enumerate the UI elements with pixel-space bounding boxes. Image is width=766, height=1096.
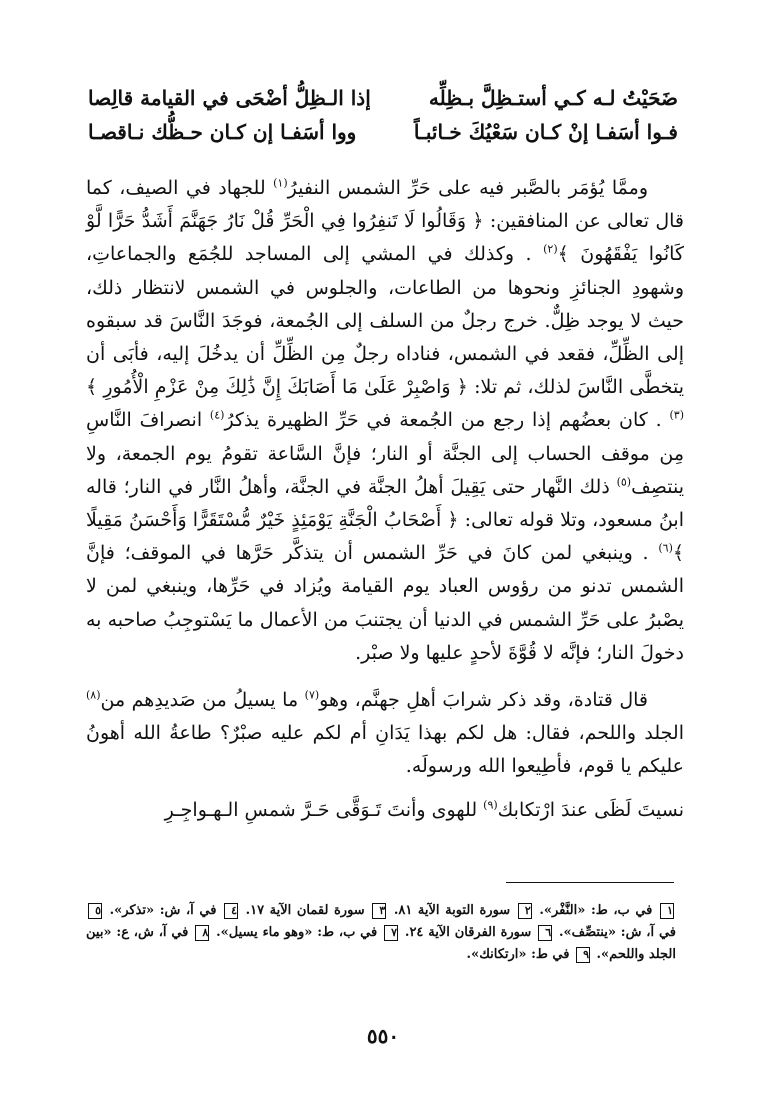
- footnote-text: في آ، ش، ع: «بين الجلد واللحم».: [86, 925, 676, 962]
- footnotes: [86, 900, 676, 966]
- page-number: ٥٥٠: [366, 1024, 400, 1048]
- footnote-number: ٩: [576, 947, 590, 963]
- footnote-reference: (٢): [543, 243, 558, 257]
- footnote-item: [388, 903, 534, 918]
- footnote-reference: (٨): [86, 688, 101, 702]
- body-text: [86, 172, 684, 827]
- footnote-reference: (٣): [669, 409, 684, 423]
- paragraph-heat-patience: [86, 172, 684, 670]
- footnote-number: ٥: [88, 903, 102, 919]
- footnote-item: [211, 925, 400, 940]
- footnote-number: ١: [660, 903, 674, 919]
- footnote-number: ٧: [384, 925, 398, 941]
- footnote-reference: (١): [273, 176, 288, 190]
- text-segment: . كان بعضُهم إذا رجع من الجُمعة في حَرِّ الظهيرة يذكرُ: [224, 409, 670, 432]
- verse-2-second-hemistich: ووا أسَفـا إن كـان حـظُّك نـاقصـا: [88, 120, 357, 144]
- footnote-separator: [506, 882, 674, 883]
- footnote-reference: (٥): [616, 475, 632, 489]
- footnote-text: في ط: «ارتكانك».: [466, 947, 574, 962]
- text-segment: . وينبغي لمن كانَ في حَرِّ الشمس أن يتذكَّر حَرَّها في الموقف؛ فإنَّ الشمس تدنو من رؤوس العباد يوم القيامة ويُزاد في حَرِّها، وينبغي لمن لا يصْبرُ على حَرِّ الشمس في الدنيا أن يجتنبَ من الأعمال ما يَسْتوجِبُ صاحبه به دخولَ النار؛ فإنَّه لا قُوَّةَ لأحدٍ عليها ولا صبْر.: [86, 542, 684, 664]
- text-segment: قال قتادة، وقد ذكر شرابَ أهلِ جهنَّم، وهو: [319, 689, 648, 712]
- text-segment: وممَّا يُؤمَر بالصَّبر فيه على حَرِّ الشمس النفيرُ: [287, 177, 649, 199]
- verse-line-1: [88, 84, 678, 112]
- footnote-text: سورة التوبة الآية ٨١.: [388, 903, 516, 918]
- text-segment: ما يسيلُ من صَديدِهم من: [100, 689, 305, 712]
- text-segment: للهوى وأنتَ تَـوَقَّى حَـرَّ شمسِ الـهـواجِـرِ: [164, 798, 484, 821]
- text-segment: . وكذلك في المشي إلى المساجد للجُمَع والجماعاتِ، وشهودِ الجنائزِ ونحوها من الطاعات، والجلوس في الشمس لانتظار ذلك، حيث لا يوجد ظِلٌّ. خرج رجلٌ من السلف إلى الجُمعة، فوجَدَ النَّاسَ قد سبقوه إلى الظِّلِّ، فقعد في الشمس، فناداه رجلٌ مِن الظِّلِّ أن يدخُلَ إليه، فأبَى أن يتخطَّى النَّاسَ لذلك، ثم تلا: ﴿ وَاصْبِرْ عَلَىٰ مَا أَصَابَكَ إِنَّ ذَٰلِكَ مِنْ عَزْمِ الْأُمُورِ ﴾: [86, 243, 684, 399]
- footnote-text: في آ، ش: «تذكر».: [104, 903, 222, 918]
- footnote-item: [534, 903, 676, 918]
- footnote-text: في ب، ط: «وهو ماء يسيل».: [211, 925, 383, 940]
- footnote-item: [467, 947, 592, 962]
- verse-1-second-hemistich: إذا الـظِلُّ أضْحَى في القيامة قالِصا: [88, 86, 371, 110]
- footnote-reference: (٦): [658, 541, 673, 555]
- text-segment: ذلك النَّهار حتى يَقِيلَ أهلُ الجنَّة في الجنَّة، وأهلُ النَّار في النار؛ قاله ابنُ مسعود، وتلا قوله تعالى: ﴿ أَصْحَابُ الْجَنَّةِ يَوْمَئِذٍ خَيْرٌ مُّسْتَقَرًّا وَأَحْسَنُ مَقِيلًا ﴾: [86, 475, 684, 565]
- footnote-number: ٨: [195, 925, 209, 941]
- footnote-reference: (٧): [304, 688, 320, 702]
- footnote-text: في ب، ط: «النَّفْر».: [533, 903, 658, 918]
- verse-1-first-hemistich: ضَحَيْتُ لـه كـي أستـظِلَّ بـظِلِّه: [428, 86, 678, 110]
- footnote-text: سورة الفرقان الآية ٢٤.: [400, 925, 537, 940]
- verse-2-first-hemistich: فـوا أسَفـا إنْ كـان سَعْيُكَ خـائبـاً: [413, 120, 678, 144]
- text-segment: للجهاد في الصيف، كما قال تعالى عن المنافقين: ﴿ وَقَالُوا لَا تَنفِرُوا فِي الْحَرِّ قُلْ نَارُ جَهَنَّمَ أَشَدُّ حَرًّا لَّوْ كَانُوا يَفْقَهُونَ ﴾: [86, 177, 685, 266]
- footnote-text: في آ، ش: «ينتصِّف».: [554, 925, 676, 940]
- verse-line-2: [88, 118, 678, 146]
- closing-verse-line: [86, 794, 684, 827]
- footnote-text: سورة لقمان الآية ١٧.: [240, 903, 371, 918]
- text-segment: نسيتَ لَظَى عندَ ارْتكابك: [497, 798, 684, 821]
- footnote-number: ٦: [538, 925, 552, 941]
- footnote-item: [240, 903, 388, 918]
- text-segment: انصرافَ النَّاسِ مِن موقف الحساب إلى الجنَّة أو النار؛ فإنَّ السَّاعة تقومُ يوم الجمعة، ولا ينتصِف: [86, 409, 684, 498]
- paragraph-qatada: [86, 684, 684, 784]
- footnote-number: ٤: [224, 903, 238, 919]
- text-segment: الجلد واللحم، فقال: هل لكم بهذا يَدَانِ أم لكم عليه صبْرٌ؟ طاعةُ الله أهونُ عليكم يا قوم، فأطِيعوا الله ورسولَه.: [86, 722, 684, 778]
- footnote-item: [104, 903, 240, 918]
- footnote-reference: (٩): [483, 798, 498, 812]
- footnote-number: ٢: [518, 903, 532, 919]
- footnote-item: [400, 925, 554, 940]
- footnote-reference: (٤): [209, 409, 225, 423]
- footnote-number: ٣: [372, 903, 386, 919]
